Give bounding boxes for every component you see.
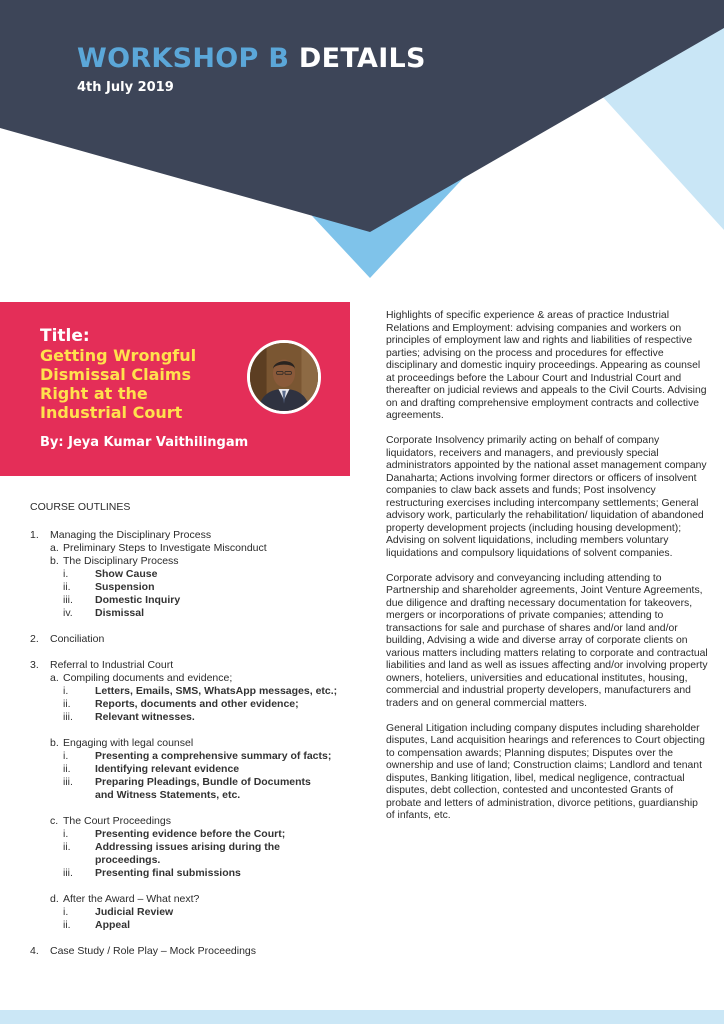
outline-item (30, 529, 360, 620)
outline-subitem (50, 893, 360, 906)
outline-point (63, 750, 360, 763)
workshop-title-line: Industrial Court (40, 403, 183, 422)
outline-point-label: Letters, Emails, SMS, WhatsApp messages, etc.; (95, 685, 338, 697)
outline-roman: i. (63, 685, 69, 697)
outline-label: Managing the Disciplinary Process (50, 529, 212, 541)
outline-point-label: Presenting a comprehensive summary of facts; (95, 750, 332, 762)
outline-point (63, 841, 313, 867)
speaker-portrait (250, 343, 318, 411)
bio-paragraph: Highlights of specific experience & areas of practice Industrial Relations and Employment: advising companies and workers on principles of employment law and rights and liabilities of respective parties; advising on the process and procedures for effective disciplinary and domestic inquiry proceedings. Appearing as counsel at proceedings before the Labour Court and Industrial Court and thereafter on judicial reviews and appeals to the Civil Courts. Advising on and drafting comprehensive employment contracts and collective agreements. (386, 310, 707, 421)
course-outline (30, 501, 360, 958)
speaker-name: By: Jeya Kumar Vaithilingam (40, 435, 249, 450)
outline-point (63, 867, 360, 880)
outline-point-label: Judicial Review (95, 906, 174, 918)
outline-roman: i. (63, 906, 69, 918)
outline-point (63, 828, 360, 841)
outline-label: Referral to Industrial Court (50, 659, 174, 671)
outline-letter: d. (50, 893, 59, 905)
outline-letter: b. (50, 737, 59, 749)
outline-sublabel: Engaging with legal counsel (63, 737, 194, 749)
outline-point-label: Preparing Pleadings, Bundle of Documents and Witness Statements, etc. (95, 776, 311, 801)
outline-point-label: Presenting final submissions (95, 867, 241, 879)
speaker-photo (247, 340, 321, 414)
outline-point (63, 776, 313, 802)
outline-roman: iv. (63, 607, 73, 619)
outline-number: 3. (30, 659, 39, 671)
outline-roman: ii. (63, 698, 71, 710)
outline-roman: iii. (63, 776, 73, 788)
page-title (77, 43, 426, 74)
outline-subitem (50, 542, 360, 555)
outline-number: 4. (30, 945, 39, 957)
outline-roman: ii. (63, 919, 71, 931)
outline-roman: i. (63, 568, 69, 580)
bio-paragraph: Corporate advisory and conveyancing including attending to Partnership and shareholder agreements, Joint Venture Agreements, due diligence and drafting necessary documentation for takeovers, mergers or incorporations of private companies; attending to transactions for sale and purchase of shares and/or land and/or building, Advising a wide and diverse array of corporate clients on various matters including matters relating to corporate and contractual liabilities and land as well as issues affecting and/or involving property owners, hoteliers, universities and educational institutes, housing, commercial and industrial property developers, manufacturers and traders and on general commercial matters. (386, 572, 708, 709)
outline-sublabel: The Disciplinary Process (63, 555, 179, 567)
outline-point-label: Suspension (95, 581, 155, 593)
outline-sublabel: The Court Proceedings (63, 815, 171, 827)
workshop-title (40, 346, 240, 422)
outline-point (63, 919, 360, 932)
outline-number: 2. (30, 633, 39, 645)
workshop-title-line: Right at the (40, 384, 148, 403)
outline-sublabel: After the Award – What next? (63, 893, 200, 905)
footer-bar (0, 1010, 724, 1024)
outline-point (63, 698, 360, 711)
course-outline-heading: COURSE OUTLINES (30, 501, 131, 513)
outline-sublabel: Preliminary Steps to Investigate Misconduct (63, 542, 267, 554)
outline-point (63, 711, 360, 724)
outline-letter: b. (50, 555, 59, 567)
outline-roman: iii. (63, 594, 73, 606)
outline-subitem (50, 672, 360, 685)
outline-point (63, 906, 360, 919)
workshop-date: 4th July 2019 (77, 80, 174, 95)
outline-roman: ii. (63, 581, 71, 593)
outline-roman: ii. (63, 763, 71, 775)
outline-roman: iii. (63, 711, 73, 723)
outline-point (63, 594, 360, 607)
outline-point-label: Identifying relevant evidence (95, 763, 240, 775)
navy-header-band (0, 0, 724, 232)
outline-point-label: Dismissal (95, 607, 145, 619)
title-panel (0, 302, 350, 476)
outline-point-label: Presenting evidence before the Court; (95, 828, 286, 840)
outline-point-label: Reports, documents and other evidence; (95, 698, 299, 710)
outline-point-label: Domestic Inquiry (95, 594, 181, 606)
page-title-part1: WORKSHOP B (77, 43, 290, 74)
page-title-part2: DETAILS (298, 43, 426, 74)
outline-subitem (50, 815, 360, 828)
outline-point-label: Appeal (95, 919, 131, 931)
workshop-title-line: Getting Wrongful (40, 346, 197, 365)
outline-roman: i. (63, 750, 69, 762)
outline-subitem (50, 737, 360, 750)
outline-letter: a. (50, 542, 59, 554)
workshop-title-line: Dismissal Claims (40, 365, 192, 384)
outline-item (30, 659, 360, 932)
outline-label: Case Study / Role Play – Mock Proceedings (50, 945, 257, 957)
outline-item (30, 633, 360, 646)
outline-item (30, 945, 360, 958)
outline-point (63, 763, 360, 776)
outline-point (63, 568, 360, 581)
outline-sublabel: Compiling documents and evidence; (63, 672, 233, 684)
bio-paragraph: General Litigation including company disputes including shareholder disputes, Land acquisition hearings and references to Court objecting to compensation awards; Planning disputes; Disputes over the ownership and use of land; Construction claims; Landlord and tenant disputes, Banking litigation, libel, medical negligence, contractual disputes, debt collection, contested and uncontested Grants of probate and letters of administration, divorce petitions, guardianship of infants, etc. (386, 722, 705, 821)
outline-point (63, 581, 360, 594)
outline-roman: ii. (63, 841, 71, 853)
outline-point (63, 685, 360, 698)
outline-point-label: Show Cause (95, 568, 158, 580)
outline-number: 1. (30, 529, 39, 541)
outline-letter: c. (50, 815, 59, 827)
bio-paragraph: Corporate Insolvency primarily acting on behalf of company liquidators, receivers and managers, and previously special administrators appointed by the national asset management company Danaharta; Actions involving former directors or officers of insolvent companies to claw back assets and funds; Post insolvency restructuring exercises including intercompany settlements; General advisory work, particularly the rehabilitation/ liquidation of abandoned property development projects (including housing development); Advising on solvent liquidations, including members voluntary liquidations and compulsory liquidations of solvent companies. (386, 435, 707, 559)
outline-point-label: Relevant witnesses. (95, 711, 195, 723)
outline-letter: a. (50, 672, 59, 684)
outline-roman: iii. (63, 867, 73, 879)
speaker-bio (386, 310, 708, 835)
outline-point (63, 607, 360, 620)
outline-point-label: Addressing issues arising during the proceedings. (95, 841, 280, 866)
outline-label: Conciliation (50, 633, 105, 645)
title-label: Title: (40, 326, 90, 346)
outline-subitem (50, 555, 360, 568)
outline-roman: i. (63, 828, 69, 840)
